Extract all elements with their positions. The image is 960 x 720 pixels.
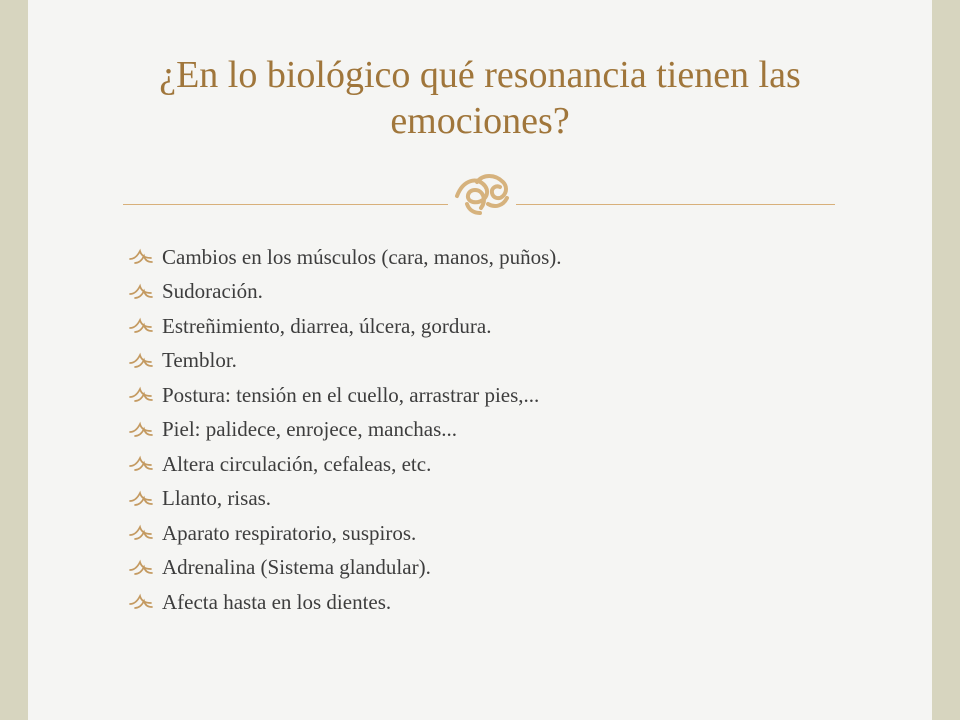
page-title bbox=[120, 52, 840, 144]
flourish-bullet-icon bbox=[128, 524, 154, 542]
list-item-text: Aparato respiratorio, suspiros. bbox=[162, 520, 417, 545]
flourish-bullet-icon bbox=[128, 455, 154, 473]
list-item-text: Afecta hasta en los dientes. bbox=[162, 589, 392, 614]
flourish-bullet-icon bbox=[128, 421, 154, 439]
list-item bbox=[128, 447, 888, 482]
bullet-list bbox=[128, 240, 888, 620]
list-item bbox=[128, 309, 888, 344]
list-item bbox=[128, 344, 888, 379]
list-item bbox=[128, 413, 888, 448]
flourish-bullet-icon bbox=[128, 317, 154, 335]
list-item-text: Postura: tensión en el cuello, arrastrar pies,... bbox=[162, 382, 540, 407]
title-line-2: emociones? bbox=[390, 100, 570, 142]
list-item-text: Cambios en los músculos (cara, manos, puños). bbox=[162, 244, 562, 269]
list-item-text: Adrenalina (Sistema glandular). bbox=[162, 555, 431, 580]
title-divider-left bbox=[123, 204, 448, 205]
flourish-bullet-icon bbox=[128, 559, 154, 577]
flourish-bullet-icon bbox=[128, 593, 154, 611]
list-item bbox=[128, 482, 888, 517]
decorative-flourish-icon bbox=[449, 168, 513, 220]
list-item-text: Sudoración. bbox=[162, 279, 263, 304]
flourish-bullet-icon bbox=[128, 283, 154, 301]
title-divider-right bbox=[516, 204, 835, 205]
list-item bbox=[128, 275, 888, 310]
list-item-text: Temblor. bbox=[162, 348, 237, 373]
list-item-text: Llanto, risas. bbox=[162, 486, 272, 511]
list-item bbox=[128, 551, 888, 586]
title-line-1: ¿En lo biológico qué resonancia tienen las bbox=[159, 54, 801, 96]
flourish-bullet-icon bbox=[128, 386, 154, 404]
list-item-text: Piel: palidece, enrojece, manchas... bbox=[162, 417, 458, 442]
list-item-text: Altera circulación, cefaleas, etc. bbox=[162, 451, 432, 476]
list-item bbox=[128, 240, 888, 275]
flourish-bullet-icon bbox=[128, 490, 154, 508]
flourish-bullet-icon bbox=[128, 248, 154, 266]
flourish-bullet-icon bbox=[128, 352, 154, 370]
list-item bbox=[128, 516, 888, 551]
list-item bbox=[128, 378, 888, 413]
list-item-text: Estreñimiento, diarrea, úlcera, gordura. bbox=[162, 313, 492, 338]
list-item bbox=[128, 585, 888, 620]
